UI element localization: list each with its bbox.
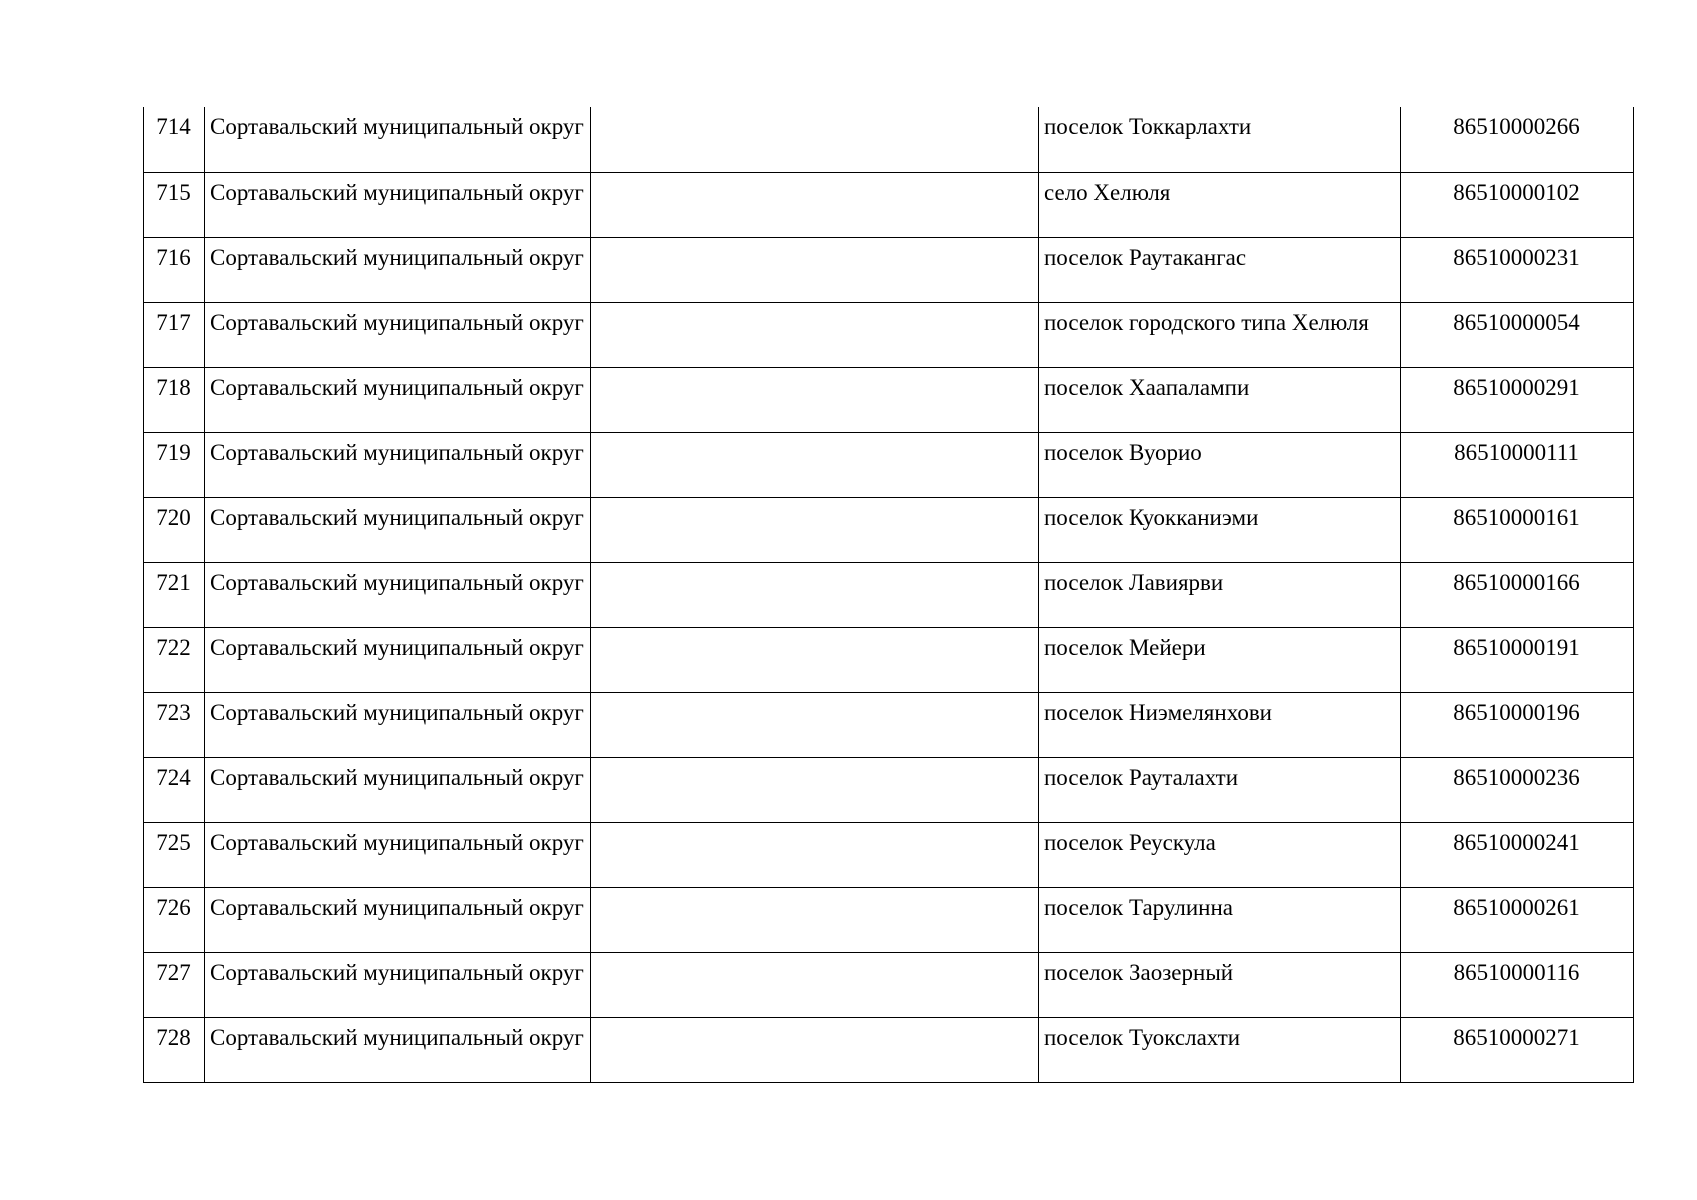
row-number: 724 — [144, 757, 205, 822]
settlement-cell: поселок Ниэмелянхови — [1039, 692, 1401, 757]
district-cell: Сортавальский муниципальный округ — [205, 627, 591, 692]
code-cell: 86510000191 — [1401, 627, 1634, 692]
district-cell: Сортавальский муниципальный округ — [205, 497, 591, 562]
settlement-cell: поселок городского типа Хелюля — [1039, 302, 1401, 367]
row-number: 728 — [144, 1017, 205, 1082]
empty-cell — [591, 497, 1039, 562]
settlement-cell: поселок Токкарлахти — [1039, 107, 1401, 172]
district-cell: Сортавальский муниципальный округ — [205, 302, 591, 367]
code-cell: 86510000196 — [1401, 692, 1634, 757]
row-number: 720 — [144, 497, 205, 562]
district-cell: Сортавальский муниципальный округ — [205, 562, 591, 627]
empty-cell — [591, 237, 1039, 302]
table-row — [144, 432, 1634, 497]
empty-cell — [591, 822, 1039, 887]
row-number: 722 — [144, 627, 205, 692]
district-cell: Сортавальский муниципальный округ — [205, 172, 591, 237]
code-cell: 86510000166 — [1401, 562, 1634, 627]
row-number: 718 — [144, 367, 205, 432]
row-number: 721 — [144, 562, 205, 627]
district-cell: Сортавальский муниципальный округ — [205, 1017, 591, 1082]
code-cell: 86510000291 — [1401, 367, 1634, 432]
empty-cell — [591, 562, 1039, 627]
empty-cell — [591, 107, 1039, 172]
code-cell: 86510000161 — [1401, 497, 1634, 562]
row-number: 714 — [144, 107, 205, 172]
empty-cell — [591, 172, 1039, 237]
empty-cell — [591, 302, 1039, 367]
row-number: 716 — [144, 237, 205, 302]
table-row — [144, 887, 1634, 952]
settlement-cell: поселок Мейери — [1039, 627, 1401, 692]
empty-cell — [591, 887, 1039, 952]
table-row — [144, 822, 1634, 887]
row-number: 725 — [144, 822, 205, 887]
table-row — [144, 302, 1634, 367]
settlement-cell: поселок Хаапалампи — [1039, 367, 1401, 432]
table-row — [144, 172, 1634, 237]
district-cell: Сортавальский муниципальный округ — [205, 367, 591, 432]
settlement-cell: поселок Реускула — [1039, 822, 1401, 887]
table-row — [144, 562, 1634, 627]
settlement-cell: поселок Куокканиэми — [1039, 497, 1401, 562]
settlements-table — [143, 107, 1634, 1083]
empty-cell — [591, 627, 1039, 692]
settlement-cell: поселок Лавиярви — [1039, 562, 1401, 627]
table-row — [144, 237, 1634, 302]
row-number: 726 — [144, 887, 205, 952]
district-cell: Сортавальский муниципальный округ — [205, 237, 591, 302]
code-cell: 86510000111 — [1401, 432, 1634, 497]
table-row — [144, 627, 1634, 692]
settlement-cell: поселок Вуорио — [1039, 432, 1401, 497]
code-cell: 86510000266 — [1401, 107, 1634, 172]
table-row — [144, 1017, 1634, 1082]
code-cell: 86510000102 — [1401, 172, 1634, 237]
empty-cell — [591, 1017, 1039, 1082]
district-cell: Сортавальский муниципальный округ — [205, 757, 591, 822]
empty-cell — [591, 757, 1039, 822]
table-row — [144, 367, 1634, 432]
empty-cell — [591, 692, 1039, 757]
empty-cell — [591, 367, 1039, 432]
code-cell: 86510000116 — [1401, 952, 1634, 1017]
table-row — [144, 107, 1634, 172]
table-row — [144, 952, 1634, 1017]
code-cell: 86510000241 — [1401, 822, 1634, 887]
row-number: 715 — [144, 172, 205, 237]
settlement-cell: поселок Заозерный — [1039, 952, 1401, 1017]
table-row — [144, 757, 1634, 822]
settlement-cell: поселок Раутакангас — [1039, 237, 1401, 302]
district-cell: Сортавальский муниципальный округ — [205, 432, 591, 497]
district-cell: Сортавальский муниципальный округ — [205, 887, 591, 952]
empty-cell — [591, 432, 1039, 497]
table-row — [144, 497, 1634, 562]
empty-cell — [591, 952, 1039, 1017]
table-row — [144, 692, 1634, 757]
row-number: 719 — [144, 432, 205, 497]
district-cell: Сортавальский муниципальный округ — [205, 692, 591, 757]
code-cell: 86510000261 — [1401, 887, 1634, 952]
settlement-cell: село Хелюля — [1039, 172, 1401, 237]
district-cell: Сортавальский муниципальный округ — [205, 952, 591, 1017]
settlement-cell: поселок Рауталахти — [1039, 757, 1401, 822]
settlement-cell: поселок Туокслахти — [1039, 1017, 1401, 1082]
row-number: 727 — [144, 952, 205, 1017]
settlement-cell: поселок Тарулинна — [1039, 887, 1401, 952]
code-cell: 86510000271 — [1401, 1017, 1634, 1082]
row-number: 723 — [144, 692, 205, 757]
row-number: 717 — [144, 302, 205, 367]
code-cell: 86510000054 — [1401, 302, 1634, 367]
district-cell: Сортавальский муниципальный округ — [205, 107, 591, 172]
district-cell: Сортавальский муниципальный округ — [205, 822, 591, 887]
settlements-table-body — [144, 107, 1634, 1082]
code-cell: 86510000231 — [1401, 237, 1634, 302]
code-cell: 86510000236 — [1401, 757, 1634, 822]
